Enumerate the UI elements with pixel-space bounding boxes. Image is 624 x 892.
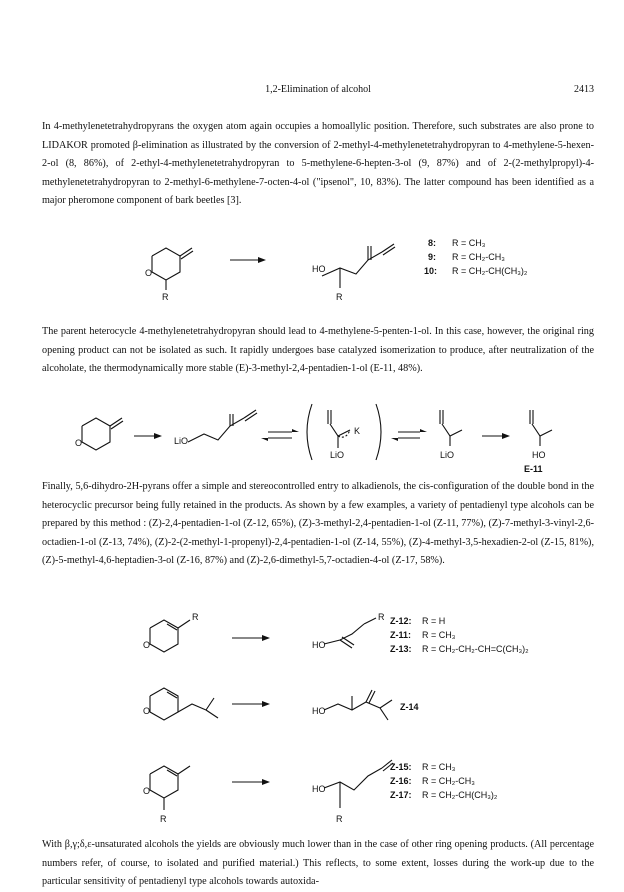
svg-text:Z-16:: Z-16: bbox=[390, 776, 412, 786]
compound-legend bbox=[424, 238, 528, 276]
dihydropyran-reactant-3 bbox=[143, 766, 190, 824]
substituent-r: R bbox=[378, 612, 385, 622]
hydroxyl-group: HO bbox=[532, 450, 546, 460]
svg-text:Z-13:: Z-13: bbox=[390, 644, 412, 654]
scheme-2 bbox=[0, 396, 624, 476]
e11-product bbox=[524, 410, 552, 474]
compound-legend-row1 bbox=[390, 616, 529, 654]
svg-text:R = CH₂-CH₂-CH=C(CH₃)₂: R = CH₂-CH₂-CH=C(CH₃)₂ bbox=[422, 644, 529, 654]
reaction-arrow bbox=[230, 257, 266, 263]
substituent-r: R bbox=[162, 292, 169, 302]
equilibrium-arrows-2 bbox=[391, 429, 427, 441]
svg-text:Z-15:: Z-15: bbox=[390, 762, 412, 772]
compound-label-z14: Z-14 bbox=[400, 702, 419, 712]
potassium-atom: K bbox=[354, 426, 361, 436]
svg-text:10:: 10: bbox=[424, 266, 438, 276]
hydroxyl-group: HO bbox=[312, 784, 326, 794]
arrow-1 bbox=[134, 433, 162, 439]
dienol-product-row3 bbox=[312, 760, 393, 824]
running-header bbox=[42, 84, 594, 98]
tetrahydropyran-reactant bbox=[145, 248, 193, 302]
lithium-alkoxide: LiO bbox=[440, 450, 455, 460]
svg-text:R = CH₂-CH₃: R = CH₂-CH₃ bbox=[422, 776, 475, 786]
ring-oxygen: O bbox=[143, 786, 151, 796]
substituent-r: R bbox=[192, 612, 199, 622]
svg-text:R = H: R = H bbox=[422, 616, 446, 626]
dihydropyran-reactant-2 bbox=[143, 688, 218, 720]
svg-text:9:: 9: bbox=[428, 252, 437, 262]
paragraph-yields: With β,γ;δ,ε-unsaturated alcohols the yields are obviously much lower than in the case of other ring opening products. (All percentage numbers refer, of course, to isolated and purified material.) This reflects, to some extent, losses during the work-up due to the particular sensitivity of pentadienyl type alcohols towards autoxida- bbox=[42, 839, 594, 888]
compound-label-e11: E-11 bbox=[524, 464, 543, 474]
svg-text:R = CH₃: R = CH₃ bbox=[422, 630, 456, 640]
svg-text:8:: 8: bbox=[428, 238, 437, 248]
dienol-product-row1 bbox=[312, 612, 385, 650]
ring-oxygen: O bbox=[143, 706, 151, 716]
running-title: 1,2-Elimination of alcohol bbox=[265, 84, 371, 95]
svg-text:R = CH₂-CH(CH₃)₂: R = CH₂-CH(CH₃)₂ bbox=[452, 266, 528, 276]
arrow-2 bbox=[482, 433, 510, 439]
substituent-r: R bbox=[160, 814, 167, 824]
svg-text:Z-12:: Z-12: bbox=[390, 616, 412, 626]
equilibrium-arrows-1 bbox=[261, 429, 299, 441]
svg-text:R = CH₂-CH₃: R = CH₂-CH₃ bbox=[452, 252, 505, 262]
paragraph-dihydropyrans: Finally, 5,6-dihydro-2H-pyrans offer a simple and stereocontrolled entry to alkadienols, the cis-configuration of the double bond in the heterocyclic precursor being fully retained in the products. As shown by a few examples, a variety of pentadienyl type alcohols can be prepared by this method : (Z)-2,4-pentadien-1-ol (Z-12, 65%), (Z)-3-methyl-2,4-pentadien-1-ol (Z-11, 77%), (Z)-7-methyl-3-vinyl-2,6-octadien-1-ol (Z-13, 74%), (Z)-2-(2-methyl-1-propenyl)-2,4-pentadien-1-ol (Z-14, 55%), (Z)-4-methyl-3,5-hexadien-2-ol (Z-15, 81%), (Z)-5-methyl-4,6-heptadien-3-ol (Z-16, 87%) and (Z)-2,6-dimethyl-5,7-octadien-4-ol (Z-17, 58%). bbox=[42, 481, 594, 567]
svg-text:Z-11:: Z-11: bbox=[390, 630, 412, 640]
scheme-3 bbox=[0, 610, 624, 832]
ring-oxygen: O bbox=[145, 268, 153, 278]
scheme-1 bbox=[0, 226, 624, 316]
dienyl-alkoxide bbox=[440, 410, 462, 460]
ring-oxygen: O bbox=[75, 438, 83, 448]
compound-legend-row3 bbox=[390, 762, 498, 800]
svg-text:R = CH₃: R = CH₃ bbox=[452, 238, 486, 248]
reaction-arrow-row1 bbox=[232, 635, 270, 641]
paragraph-parent-heterocycle: The parent heterocycle 4-methylenetetrahydropyran should lead to 4-methylene-5-penten-1-ol. In this case, however, the original ring opening product can not be isolated as such. It rapidly undergoes base catalyzed isomerization to produce, after neutralization of the alcoholate, the thermodynamically more stable (E)-3-methyl-2,4-pentadien-1-ol (E-11, 48%). bbox=[42, 326, 594, 375]
substituent-r: R bbox=[336, 292, 343, 302]
dihydropyran-reactant-1 bbox=[143, 612, 199, 652]
page-number: 2413 bbox=[574, 84, 594, 95]
svg-text:R = CH₃: R = CH₃ bbox=[422, 762, 456, 772]
paragraph-methylene-pyrans: In 4-methylenetetrahydropyrans the oxygen atom again occupies a homoallylic position. Therefore, such substrates are also prone to LIDAKOR promoted β-elimination as illustrated by the conversion of 2-methyl-4-methylenetetrahydropyran to 4-methylene-5-hexen-2-ol (8, 86%), of 2-ethyl-4-methylenetetrahydropyran to 5-methylene-6-hepten-3-ol (9, 87%) and of 2-(2-methylpropyl)-4-methylenetetrahydropyran to 2-methyl-6-methylene-7-octen-4-ol ("ipsenol", 10, 83%). The latter compound has been identified as a major pheromone component of bark beetles [3]. bbox=[42, 121, 594, 207]
hydroxyl-group: HO bbox=[312, 264, 326, 274]
hydroxyl-group: HO bbox=[312, 640, 326, 650]
lithium-alkoxide: LiO bbox=[174, 436, 189, 446]
dienol-product bbox=[312, 244, 395, 302]
z14-product bbox=[312, 690, 419, 720]
hydroxyl-group: HO bbox=[312, 706, 326, 716]
substituent-r: R bbox=[336, 814, 343, 824]
lithium-alkoxide: LiO bbox=[330, 450, 345, 460]
pentadienyl-potassium-complex bbox=[307, 404, 381, 460]
reaction-arrow-row2 bbox=[232, 701, 270, 707]
alkoxide-intermediate bbox=[174, 410, 257, 446]
svg-text:Z-17:: Z-17: bbox=[390, 790, 412, 800]
ring-oxygen: O bbox=[143, 640, 151, 650]
reaction-arrow-row3 bbox=[232, 779, 270, 785]
svg-text:R = CH₂-CH(CH₃)₂: R = CH₂-CH(CH₃)₂ bbox=[422, 790, 498, 800]
methylenetetrahydropyran bbox=[75, 418, 123, 450]
